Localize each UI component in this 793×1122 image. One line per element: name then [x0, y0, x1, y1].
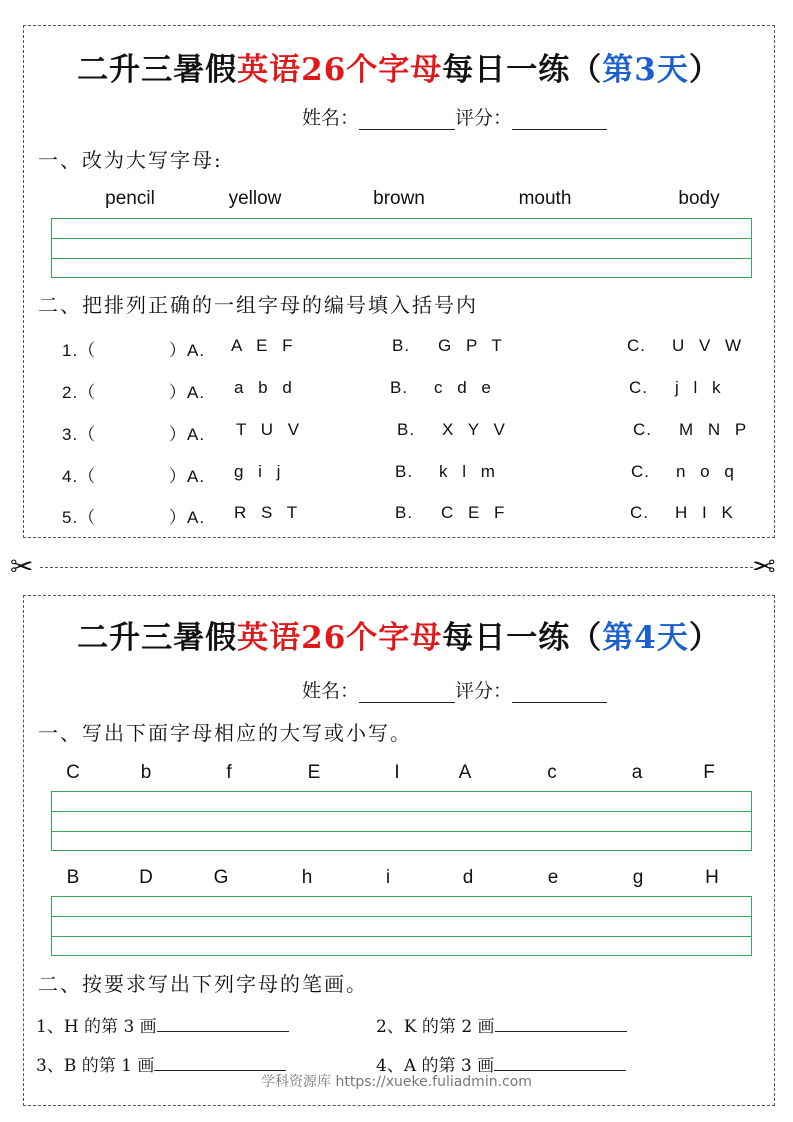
- option-b: C E F: [441, 503, 510, 522]
- page-title: [24, 612, 774, 657]
- score-field[interactable]: [512, 684, 607, 703]
- option-a-label: ）A.: [169, 341, 206, 360]
- writing-lines[interactable]: [51, 791, 752, 851]
- letter-row: [24, 867, 776, 893]
- stroke-question-label: 3、B 的第 1 画: [36, 1056, 155, 1076]
- answer-bracket[interactable]: 1.（: [62, 341, 97, 360]
- name-field[interactable]: [359, 684, 455, 703]
- stroke-question: [376, 1012, 627, 1037]
- option-c-label: C.: [633, 420, 652, 439]
- letter-item: b: [140, 762, 152, 783]
- option-c: H I K: [675, 503, 738, 522]
- option-a: T U V: [236, 420, 305, 439]
- option-b: G P T: [438, 336, 507, 355]
- word-item: mouth: [518, 188, 572, 209]
- title-prefix: 二升三暑假: [77, 52, 238, 88]
- letter-item: E: [307, 762, 321, 783]
- letter-item: e: [547, 867, 559, 888]
- name-label: 姓名：: [302, 680, 360, 702]
- writing-lines[interactable]: [51, 896, 752, 956]
- letter-item: G: [213, 867, 229, 888]
- option-c-label: C.: [630, 503, 649, 522]
- name-field[interactable]: [359, 111, 455, 130]
- name-score-bar: [302, 676, 607, 703]
- letter-item: c: [547, 762, 557, 783]
- cut-line: [40, 567, 753, 568]
- title-end: ）: [688, 620, 721, 656]
- word-item: pencil: [105, 188, 155, 209]
- option-c: j l k: [675, 378, 726, 397]
- score-field[interactable]: [512, 111, 607, 130]
- option-c: U V W: [672, 336, 747, 355]
- stroke-question-label: 1、H 的第 3 画: [36, 1017, 157, 1037]
- scissors-icon: ✂: [10, 550, 34, 583]
- worksheet-day4: [23, 595, 775, 1106]
- answer-bracket[interactable]: 3.（: [62, 425, 97, 444]
- answer-line[interactable]: [154, 1054, 286, 1071]
- option-b: k l m: [439, 462, 500, 481]
- watermark: 学科资源库 https://xueke.fuliadmin.com: [261, 1074, 532, 1090]
- option-a-label: ）A.: [169, 383, 206, 402]
- name-label: 姓名：: [302, 107, 360, 129]
- title-prefix: 二升三暑假: [77, 620, 238, 656]
- option-b: X Y V: [442, 420, 510, 439]
- answer-bracket[interactable]: 4.（: [62, 467, 97, 486]
- writing-lines[interactable]: [51, 218, 752, 278]
- word-item: brown: [373, 188, 425, 209]
- title-middle: 每日一练（: [442, 52, 603, 88]
- score-label: 评分：: [455, 680, 513, 702]
- option-a-label: ）A.: [169, 467, 206, 486]
- option-b: c d e: [434, 378, 496, 397]
- option-a: a b d: [234, 378, 297, 397]
- score-label: 评分：: [455, 107, 513, 129]
- title-day: 第3天: [602, 52, 689, 88]
- name-score-bar: [302, 103, 607, 130]
- stroke-question-label: 4、A 的第 3 画: [376, 1056, 495, 1076]
- answer-line[interactable]: [157, 1015, 289, 1032]
- title-day: 第4天: [602, 620, 689, 656]
- letter-item: B: [66, 867, 80, 888]
- option-c-label: C.: [629, 378, 648, 397]
- option-a-label: ）A.: [169, 508, 206, 527]
- page-title: [24, 44, 774, 89]
- letter-item: D: [139, 867, 153, 888]
- letter-item: g: [632, 867, 644, 888]
- title-highlight: 英语26个字母: [237, 52, 443, 88]
- option-b-label: B.: [397, 420, 416, 439]
- letter-item: a: [631, 762, 643, 783]
- option-a: g i j: [234, 462, 286, 481]
- letter-item: F: [703, 762, 715, 783]
- letter-item: A: [458, 762, 472, 783]
- option-a-label: ）A.: [169, 425, 206, 444]
- scissors-icon: ✂: [752, 550, 776, 583]
- option-c: n o q: [676, 462, 739, 481]
- letter-row: [24, 762, 776, 788]
- worksheet-day3: [23, 25, 775, 538]
- section-heading: 二、把排列正确的一组字母的编号填入括号内: [38, 293, 478, 317]
- word-item: body: [678, 188, 720, 209]
- word-list: [24, 188, 776, 214]
- letter-item: i: [385, 867, 391, 888]
- letter-item: H: [705, 867, 719, 888]
- letter-item: I: [394, 762, 400, 783]
- stroke-question-label: 2、K 的第 2 画: [376, 1017, 495, 1037]
- option-c-label: C.: [627, 336, 646, 355]
- option-c: M N P: [679, 420, 752, 439]
- option-b-label: B.: [390, 378, 409, 397]
- option-b-label: B.: [395, 462, 414, 481]
- letter-item: d: [462, 867, 474, 888]
- letter-item: f: [226, 762, 232, 783]
- option-a: R S T: [234, 503, 303, 522]
- title-middle: 每日一练（: [442, 620, 603, 656]
- option-a: A E F: [231, 336, 298, 355]
- letter-item: h: [301, 867, 313, 888]
- title-highlight: 英语26个字母: [237, 620, 443, 656]
- section-heading: 一、写出下面字母相应的大写或小写。: [38, 721, 412, 745]
- answer-bracket[interactable]: 2.（: [62, 383, 97, 402]
- option-b-label: B.: [395, 503, 414, 522]
- option-c-label: C.: [631, 462, 650, 481]
- answer-bracket[interactable]: 5.（: [62, 508, 97, 527]
- section-heading: 二、按要求写出下列字母的笔画。: [38, 972, 368, 996]
- word-item: yellow: [228, 188, 282, 209]
- answer-line[interactable]: [494, 1054, 626, 1071]
- answer-line[interactable]: [495, 1015, 627, 1032]
- option-b-label: B.: [392, 336, 411, 355]
- stroke-question: [36, 1012, 289, 1037]
- title-end: ）: [688, 52, 721, 88]
- letter-item: C: [66, 762, 80, 783]
- section-heading: 一、改为大写字母:: [38, 148, 223, 172]
